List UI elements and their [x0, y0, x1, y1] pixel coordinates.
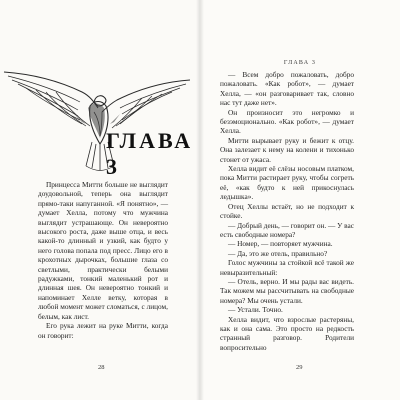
book-gutter — [196, 0, 204, 400]
chapter-title: ГЛАВА 3 — [106, 128, 194, 179]
paragraph: Хелла видит, что взрослые растеряны, как и она сама. Это просто на редкость странный разговор. Родители вопросительно — [220, 314, 354, 352]
paragraph: — Всем добро пожаловать, добро пожаловать. «Как робот», — думает Хелла, — «он разговаривает так, словно нас тут даже нет». — [220, 70, 354, 108]
paragraph: — Добрый день, — говорит он. — У вас есть свободные номера? — [220, 220, 354, 239]
paragraph: Хелла видит её слёзы носовым платком, пока Митти растирает руку, чтобы согреть её, «как будто к ней прикоснулась ледышка». — [220, 164, 354, 202]
paragraph: — Устали. Точно. — [228, 305, 283, 315]
right-page-body — [220, 70, 354, 352]
paragraph: Принцесса Митти больше не выглядит доудовольной, теперь она выглядит прямо-таки напуганной. «Я понятно», — думает Хелла, потому что мужчина выглядит устрашающе. Он невероятно высокого роста, даже выше отца, и весь какой-то длинный и узкий, как будто у него голова попала под пресс. Лицо его в крохотных дырочках, большие глаза со светлыми, практически белыми радужками, тонкий маленький рот и длинная шея. Он невероятно тонкий и напоминает Хелле ветку, которая в любой момент может сломаться, с лицом, белым, как лист. — [38, 180, 168, 321]
paragraph: Он произносит это негромко и безэмоционально. «Как робот», — думает Хелла. — [220, 107, 354, 136]
paragraph: — Номер, — повторяет мужчина. — [228, 239, 333, 249]
left-page-body — [38, 180, 168, 340]
page-number: 29 — [296, 364, 303, 371]
page-number: 28 — [98, 364, 105, 371]
paragraph: — Отель, верно. И мы рады вас видеть. Так можем мы рассчитывать на свободные номера? Мы очень устали. — [220, 276, 354, 305]
running-head: ГЛАВА 3 — [283, 60, 317, 66]
paragraph: Голос мужчины за стойкой всё такой же невыразительный: — [220, 258, 354, 277]
paragraph: — Да, это же отель, правильно? — [228, 248, 328, 258]
paragraph: Отец Хеллы встаёт, но не подходит к стойке. — [220, 201, 354, 221]
paragraph: Его рука лежит на руке Митти, когда он говорит: — [38, 321, 168, 340]
paragraph: Митти вырывает руку и бежит к отцу. Она залезает к нему на колени и тихонько стонет от ужаса. — [220, 135, 354, 164]
